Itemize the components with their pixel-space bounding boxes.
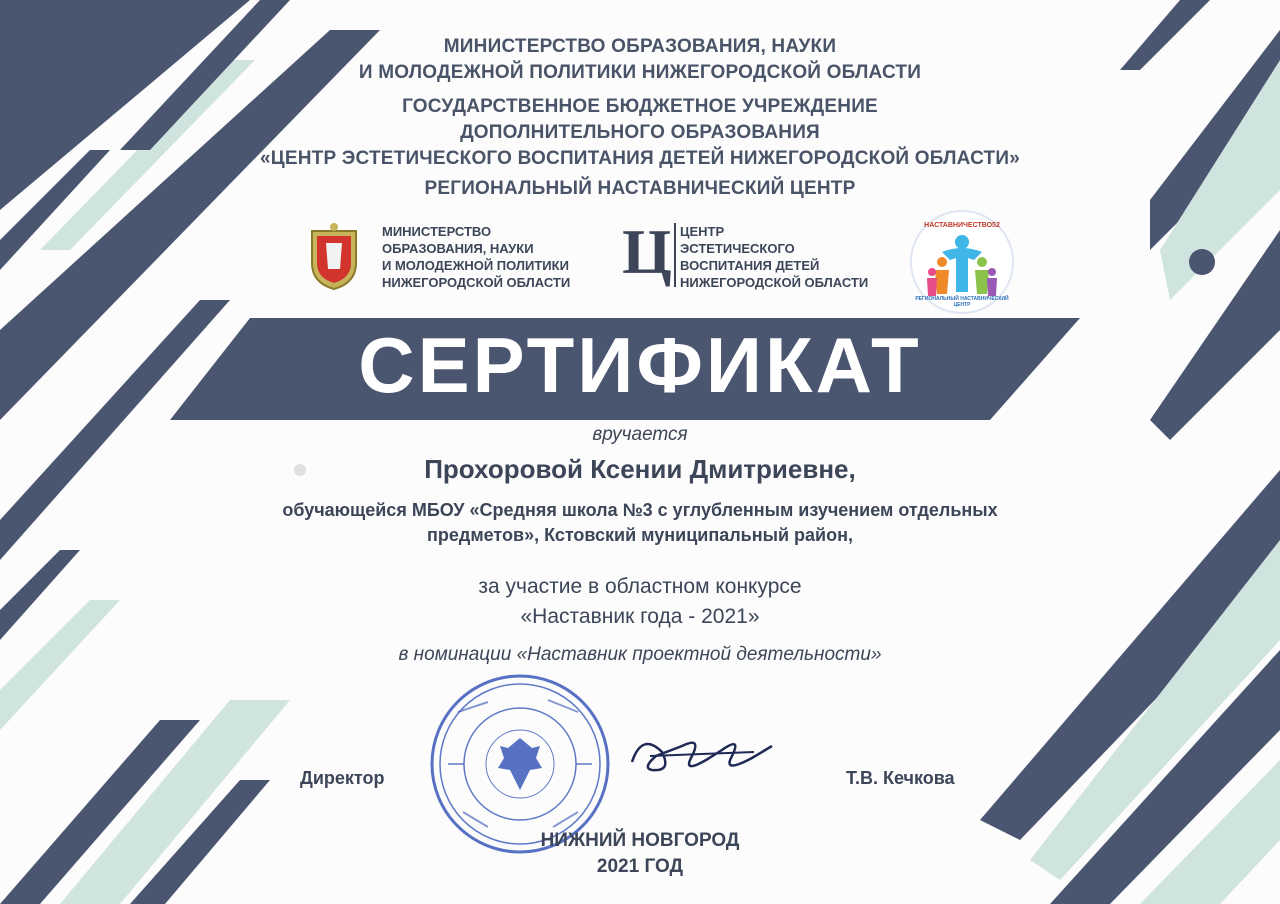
affiliation [0, 498, 1280, 548]
ministry-line-1: МИНИСТЕРСТВО ОБРАЗОВАНИЯ, НАУКИ [443, 36, 837, 57]
logos-row [300, 215, 1020, 315]
institution-header [0, 94, 1280, 172]
reason-line-2: «Наставник года - 2021» [520, 605, 760, 628]
center-header: РЕГИОНАЛЬНЫЙ НАСТАВНИЧЕСКИЙ ЦЕНТР [424, 178, 856, 199]
ministry-logo-line: МИНИСТЕРСТВО [382, 224, 492, 239]
ministry-header [0, 34, 1280, 86]
signature-name: Т.В. Кечкова [846, 768, 955, 788]
footer-city: НИЖНИЙ НОВГОРОД [540, 830, 740, 851]
institution-line-1: ГОСУДАРСТВЕННОЕ БЮДЖЕТНОЕ УЧРЕЖДЕНИЕ [402, 96, 878, 117]
eagle-emblem-icon [498, 738, 542, 790]
recipient-name: Прохоровой Ксении Дмитриевне, [424, 454, 856, 484]
signature-position: Директор [300, 768, 385, 788]
footer [0, 828, 1280, 880]
reason-line-1: за участие в областном конкурсе [478, 575, 802, 598]
ministry-logo-line: НИЖЕГОРОДСКОЙ ОБЛАСТИ [382, 275, 571, 290]
center-logo-line: ЦЕНТР [680, 224, 725, 239]
ministry-logo-line: ОБРАЗОВАНИЯ, НАУКИ [382, 241, 534, 256]
mentoring-bottom-text: РЕГИОНАЛЬНЫЙ НАСТАВНИЧЕСКИЙ ЦЕНТР [915, 296, 1009, 308]
signature-scribble [622, 722, 782, 786]
mentoring-arc-text: НАСТАВНИЧЕСТВО52 [924, 222, 1000, 229]
institution-line-2: ДОПОЛНИТЕЛЬНОГО ОБРАЗОВАНИЯ [460, 122, 820, 143]
awarded-text: вручается [592, 424, 688, 445]
center-logo-line: ЭСТЕТИЧЕСКОГО [680, 241, 795, 256]
mentoring-logo [910, 210, 1014, 314]
center-logo-line: НИЖЕГОРОДСКОЙ ОБЛАСТИ [680, 275, 869, 290]
nomination: в номинации «Наставник проектной деятельности» [398, 644, 882, 665]
center-logo-divider [674, 223, 676, 287]
institution-line-3: «ЦЕНТР ЭСТЕТИЧЕСКОГО ВОСПИТАНИЯ ДЕТЕЙ НИЖЕГОРОДСКОЙ ОБЛАСТИ» [260, 148, 1020, 169]
certificate-title: СЕРТИФИКАТ [358, 321, 922, 409]
center-logo-letter: Ц [622, 216, 672, 287]
affiliation-line-1: обучающейся МБОУ «Средняя школа №3 с углубленным изучением отдельных [282, 500, 998, 520]
affiliation-line-2: предметов», Кстовский муниципальный район, [427, 525, 853, 545]
center-logo-line: ВОСПИТАНИЯ ДЕТЕЙ [680, 258, 820, 273]
center-logo-text [680, 223, 868, 291]
reason [0, 572, 1280, 632]
ministry-logo-text [382, 223, 570, 291]
ministry-logo-line: И МОЛОДЕЖНОЙ ПОЛИТИКИ [382, 258, 569, 273]
ministry-line-2: И МОЛОДЕЖНОЙ ПОЛИТИКИ НИЖЕГОРОДСКОЙ ОБЛАСТИ [358, 62, 922, 83]
coat-of-arms-icon [304, 223, 364, 293]
footer-year: 2021 ГОД [596, 856, 684, 877]
